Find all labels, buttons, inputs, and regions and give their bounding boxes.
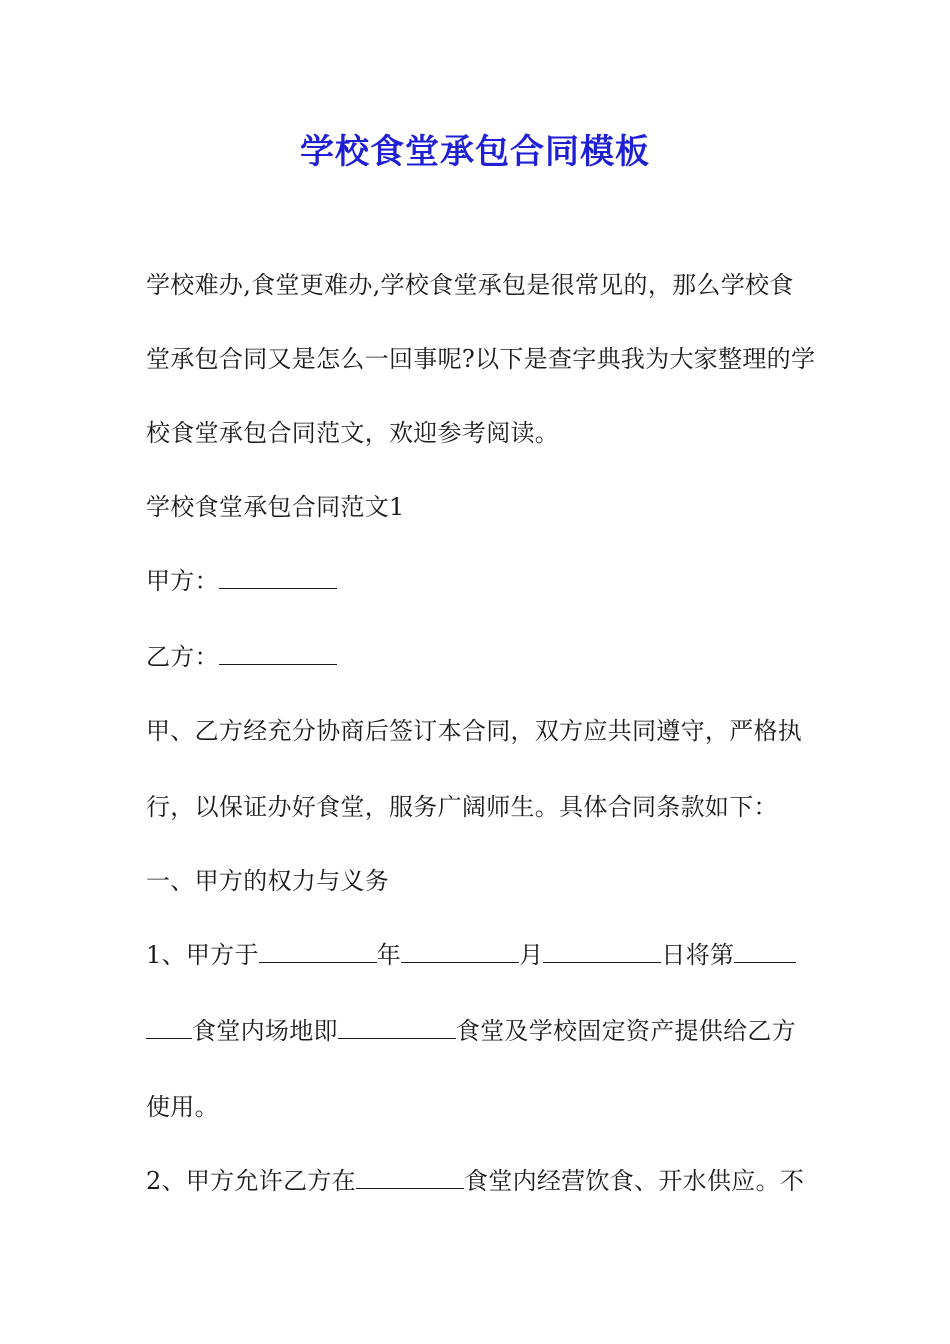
party-b-line	[146, 640, 816, 674]
party-b-label: 乙方：	[146, 643, 219, 671]
clause-1-mid: 食堂内场地即	[192, 1017, 338, 1045]
clause-2-prefix: 2、甲方允许乙方在	[146, 1167, 356, 1195]
canteen-number-blank-a	[734, 942, 796, 963]
heading-party-a-rights: 一、甲方的权力与义务	[146, 867, 389, 895]
clause-1-line-3: 使用。	[146, 1093, 219, 1121]
year-blank	[259, 942, 377, 963]
intro-line-1: 学校难办,食堂更难办,学校食堂承包是很常见的，那么学校食	[146, 271, 794, 299]
clause-1-prefix: 1、甲方于	[146, 941, 259, 969]
month-blank	[401, 942, 519, 963]
clause-1-end: 食堂及学校固定资产提供给乙方	[455, 1017, 797, 1045]
intro-line-2: 堂承包合同又是怎么一回事呢?以下是查字典我为大家整理的学	[146, 345, 816, 373]
clause-2-line-1	[146, 1164, 816, 1198]
preamble-line-1: 甲、乙方经充分协商后签订本合同，双方应共同遵守，严格执	[146, 717, 803, 745]
party-a-blank	[219, 568, 337, 589]
clause-1-day: 日将第	[661, 941, 735, 969]
clause-2-rest: 食堂内经营饮食、开水供应。不	[463, 1167, 805, 1195]
document-title: 学校食堂承包合同模板	[300, 132, 650, 172]
party-a-line	[146, 564, 816, 598]
party-a-label: 甲方：	[146, 567, 219, 595]
section-title: 学校食堂承包合同范文1	[146, 493, 405, 521]
clause-1-line-2	[146, 1014, 816, 1048]
canteen-name-blank	[338, 1018, 456, 1039]
clause-1-year: 年	[376, 941, 402, 969]
clause-1-line-1	[146, 938, 816, 972]
intro-line-3: 校食堂承包合同范文，欢迎参考阅读。	[146, 419, 560, 447]
canteen-number-blank-b	[146, 1018, 192, 1039]
clause-1-month: 月	[519, 941, 544, 969]
canteen-location-blank	[356, 1168, 464, 1189]
party-b-blank	[219, 644, 337, 665]
day-blank	[543, 942, 661, 963]
preamble-line-2: 行，以保证办好食堂，服务广阔师生。具体合同条款如下：	[146, 793, 778, 821]
